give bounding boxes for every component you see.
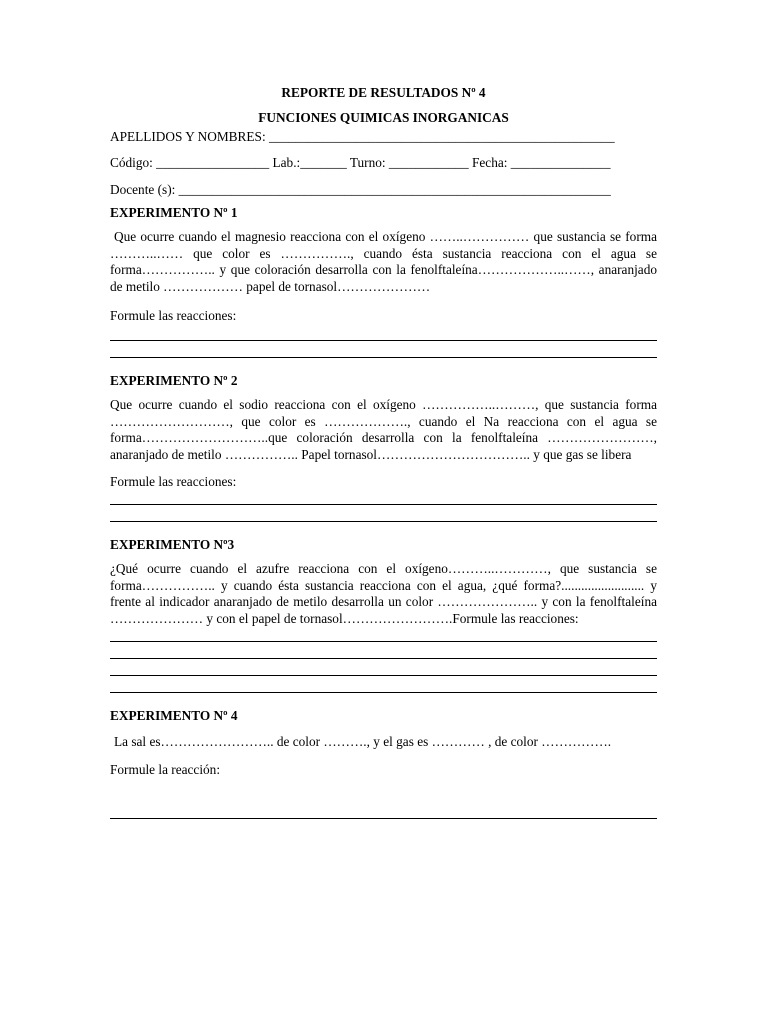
experiment-1-title: EXPERIMENTO Nº 1	[110, 205, 238, 220]
teacher-field[interactable]: Docente (s): _________________________________________________________________	[110, 182, 611, 197]
experiment-4-formula-label: Formule la reacción:	[110, 761, 221, 777]
experiment-1-formula-label: Formule las reacciones:	[110, 308, 237, 323]
experiment-3-text: ¿Qué ocurre cuando el azufre reacciona con el oxígeno………..…………, que sustancia se forma…………….. y cuando ésta sustancia reacciona con el agua, ¿qué forma?......................... y frente al indicador anaranjado de metilo desarrolla un color ………………….. y con la fenolftaleína ………………… y con el papel de tornasol…………………….Formule las reacciones:	[110, 561, 657, 626]
experiment-2-title: EXPERIMENTO Nº 2	[110, 373, 238, 388]
names-field[interactable]: APELLIDOS Y NOMBRES: ____________________________________________________	[110, 129, 615, 144]
experiment-1-text: Que ocurre cuando el magnesio reacciona con el oxígeno ……..…………… que sustancia se forma ………..…… que color es ……………., cuando ésta sustancia reacciona con el agua se forma…………….. y que coloración desarrolla con la fenolftaleína………………..……, anaranjado de metilo ……………… papel de tornasol…………………	[110, 229, 657, 294]
report-subtitle: FUNCIONES QUIMICAS INORGANICAS	[258, 110, 509, 125]
experiment-2-text: Que ocurre cuando el sodio reacciona con el oxígeno ……………..………, que sustancia forma ………………………, que color es ………………., cuando el Na reacciona con el agua se forma………………………..que coloración desarrolla con la fenolftaleína ……………………, anaranjado de metilo …………….. Papel tornasol…………………………….. y que gas se libera	[110, 397, 657, 462]
experiment-4-text: La sal es…………………….. de color ………., y el gas es ………… , de color …………….	[114, 734, 612, 749]
report-title: REPORTE DE RESULTADOS Nº 4	[281, 85, 486, 100]
experiment-4-title: EXPERIMENTO Nº 4	[110, 708, 238, 723]
experiment-3-title: EXPERIMENTO Nº3	[110, 537, 235, 552]
report-page	[110, 84, 657, 819]
code-lab-turn-date-field[interactable]: Código: _________________ Lab.:_______ Turno: ____________ Fecha: _______________	[110, 155, 611, 170]
answer-line[interactable]	[110, 818, 657, 819]
experiment-2-formula-label: Formule las reacciones:	[110, 474, 237, 489]
